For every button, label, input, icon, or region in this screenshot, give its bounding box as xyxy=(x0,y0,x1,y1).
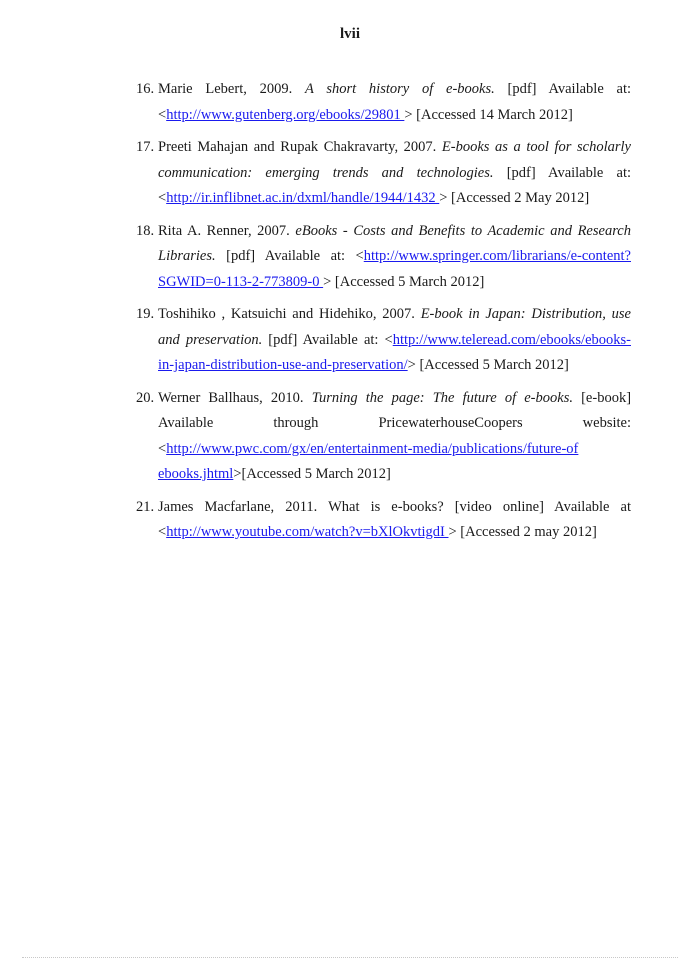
reference-accessed: > [Accessed 2 May 2012] xyxy=(439,190,590,206)
reference-accessed: > [Accessed 5 March 2012] xyxy=(407,357,569,373)
reference-authors: Rita A. Renner, 2007. xyxy=(158,222,296,239)
reference-number: 21. xyxy=(136,498,155,515)
reference-authors: Toshihiko , Katsuichi and Hidehiko, 2007. xyxy=(158,306,421,322)
reference-link[interactable]: http://www.gutenberg.org/ebooks/29801 xyxy=(166,106,405,123)
reference-authors: Marie Lebert, 2009. xyxy=(158,81,305,97)
reference-title: A short history of e-books. xyxy=(305,81,495,97)
reference-source: [pdf] Available at: < xyxy=(262,331,393,348)
reference-item xyxy=(136,219,631,296)
reference-authors: Preeti Mahajan and Rupak Chakravarty, 2007. xyxy=(158,139,442,155)
reference-item xyxy=(136,495,631,546)
reference-item xyxy=(136,77,631,128)
reference-number: 20. xyxy=(136,389,155,406)
reference-number: 19. xyxy=(136,306,155,322)
reference-title: E-book in Japan: Distribution, use and preservation. xyxy=(158,306,631,348)
reference-source: [pdf] Available at: < xyxy=(158,81,632,123)
reference-authors: James Macfarlane, 2011. What is e-books? [video online] Available at < xyxy=(158,498,631,540)
reference-item xyxy=(136,302,631,379)
reference-link[interactable]: http://www.pwc.com/gx/en/entertainment-media/publications/future-of ebooks.jhtml xyxy=(158,440,579,482)
reference-link[interactable]: http://ir.inflibnet.ac.in/dxml/handle/1944/1432 xyxy=(166,190,440,206)
reference-link[interactable]: http://www.teleread.com/ebooks/ebooks-in-japan-distribution-use-and-preservation/ xyxy=(158,331,631,373)
reference-accessed: >[Accessed 5 March 2012] xyxy=(233,466,391,482)
page-bottom-rule xyxy=(22,957,678,958)
reference-number: 16. xyxy=(136,81,155,97)
reference-source: [pdf] Available at: < xyxy=(158,164,631,206)
reference-item xyxy=(136,135,631,212)
reference-link[interactable]: http://www.youtube.com/watch?v=bXlOkvtigdI xyxy=(166,524,449,540)
reference-link[interactable]: http://www.springer.com/librarians/e-content?SGWID=0-113-2-773809-0 xyxy=(158,248,631,290)
reference-list xyxy=(136,77,631,553)
reference-item xyxy=(136,386,631,488)
reference-source: [pdf] Available at: < xyxy=(215,248,364,264)
reference-authors: Werner Ballhaus, 2010. xyxy=(158,389,312,406)
reference-source: [e-book] Available through PricewaterhouseCoopers website: < xyxy=(158,389,632,457)
reference-title: Turning the page: The future of e-books. xyxy=(311,389,573,406)
reference-accessed: > [Accessed 2 may 2012] xyxy=(448,524,597,540)
reference-title: E-books as a tool for scholarly communication: emerging trends and technologies. xyxy=(158,139,631,181)
reference-number: 17. xyxy=(136,139,155,155)
page-number: lvii xyxy=(339,26,360,42)
reference-title: eBooks - Costs and Benefits to Academic and Research Libraries. xyxy=(158,222,631,264)
reference-accessed: > [Accessed 14 March 2012] xyxy=(404,106,573,123)
reference-accessed: > [Accessed 5 March 2012] xyxy=(323,273,485,290)
reference-number: 18. xyxy=(136,222,155,239)
